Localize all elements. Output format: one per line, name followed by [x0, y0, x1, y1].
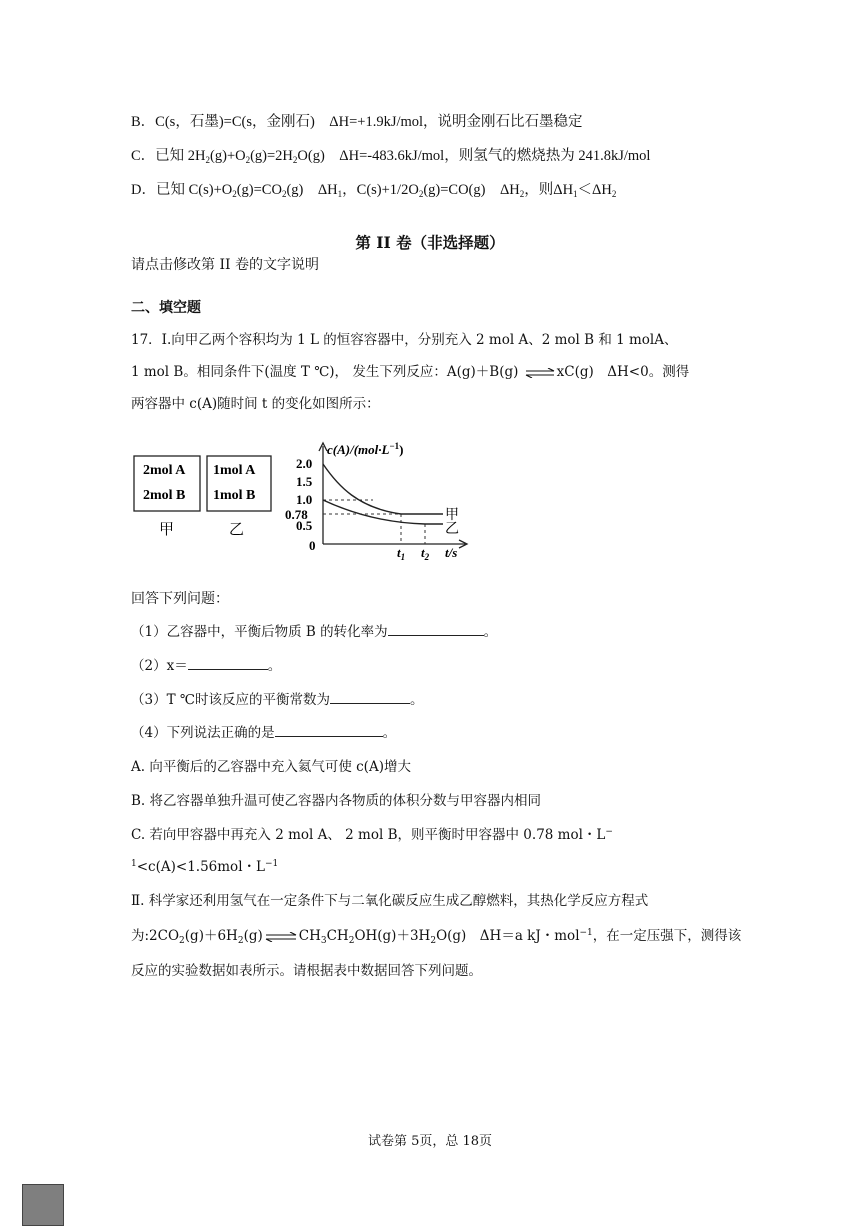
- superscript: −1: [264, 859, 279, 869]
- part2-text: OH(g)＋3H: [354, 928, 431, 944]
- subq-1-text: （1）乙容器中，平衡后物质 B 的转化率为: [131, 624, 388, 640]
- period: 。: [410, 692, 424, 708]
- subscript: 3: [320, 936, 327, 946]
- period: 。: [267, 658, 282, 674]
- choice-c-text: <c(A)<1.56mol・L: [136, 859, 265, 875]
- subq-2-text: （2）x＝: [131, 658, 188, 674]
- answer-blank-3[interactable]: [330, 690, 410, 704]
- period: 。: [382, 725, 397, 741]
- choice-a: A. 向平衡后的乙容器中充入氦气可使 c(A)增大: [131, 759, 411, 775]
- subscript: 2: [519, 189, 525, 199]
- q17-line3: 两容器中 c(A)随时间 t 的变化如图所示：: [131, 396, 380, 412]
- subscript: 2: [205, 155, 211, 165]
- subscript: 1: [573, 189, 578, 199]
- x-tick-sub: 1: [400, 552, 406, 562]
- part2-text: CH: [298, 928, 321, 944]
- option-c-text: (g)=2H: [250, 148, 293, 164]
- label-jia: 甲: [159, 520, 175, 538]
- choice-c-line1: [131, 825, 613, 845]
- curve-jia: [323, 464, 443, 514]
- q17-line2: [131, 362, 689, 382]
- y-tick: 1.0: [296, 492, 313, 507]
- option-d-text: (g)=CO(g) ΔH: [423, 182, 520, 198]
- q17-text: xC(g) ΔH<0。测得: [556, 364, 690, 380]
- option-d: [131, 180, 616, 200]
- subscript: 2: [245, 155, 251, 165]
- box-jia-line2: 2mol B: [143, 488, 186, 503]
- y-tick: 0: [309, 538, 316, 553]
- x-tick-text: t: [397, 545, 401, 560]
- section-heading: 二、填空题: [131, 300, 201, 316]
- q17-line1: 17．Ⅰ.向甲乙两个容积均为 1 L 的恒容容器中，分别充入 2 mol A、2 mol B 和 1 molA、: [131, 332, 678, 348]
- part2-text: (g)＋6H: [184, 928, 238, 944]
- answer-blank-1[interactable]: [388, 622, 484, 636]
- y-axis-label-end: ): [399, 442, 404, 457]
- x-axis-label: t/s: [445, 545, 458, 560]
- equilibrium-arrow-icon: [265, 932, 297, 942]
- choice-c-line2: [131, 857, 278, 877]
- y-tick: 1.5: [296, 474, 313, 489]
- superscript: −: [605, 827, 613, 837]
- x-tick-sub: 2: [424, 552, 430, 562]
- option-d-text: D．已知 C(s)+O: [131, 182, 233, 198]
- subq-3: [131, 690, 424, 710]
- part2-text: CH: [326, 928, 349, 944]
- curve-yi-label: 乙: [445, 521, 459, 537]
- option-d-text: (g) ΔH: [286, 182, 338, 198]
- answer-blank-2[interactable]: [188, 656, 268, 670]
- part2-text: ，在一定压强下，测得该: [592, 928, 742, 944]
- option-d-text: ＜ΔH: [577, 182, 612, 198]
- subscript: 2: [611, 189, 617, 199]
- subscript: 2: [430, 936, 437, 946]
- y-tick: 2.0: [296, 456, 313, 471]
- box-jia-line1: 2mol A: [143, 463, 186, 478]
- subscript: 2: [179, 936, 185, 946]
- superscript: 1: [131, 859, 137, 869]
- corner-block: [22, 1184, 64, 1226]
- y-axis-label: [327, 441, 403, 457]
- section-note[interactable]: 请点击修改第 II 卷的文字说明: [131, 257, 319, 273]
- subscript: 2: [237, 936, 244, 946]
- subq-1: [131, 622, 497, 642]
- subscript: 2: [292, 155, 298, 165]
- box-yi-line2: 1mol B: [213, 488, 256, 503]
- part2-text: O(g) ΔH＝a kJ・mol: [436, 928, 580, 944]
- curve-jia-label: 甲: [445, 507, 459, 523]
- option-c-text: C．已知 2H: [131, 148, 206, 164]
- period: 。: [483, 624, 498, 640]
- curve-yi: [323, 500, 443, 524]
- section-title: 第 II 卷（非选择题）: [355, 233, 505, 252]
- concentration-figure: [133, 436, 473, 566]
- part2-line1: Ⅱ. 科学家还利用氢气在一定条件下与二氧化碳反应生成乙醇燃料，其热化学反应方程式: [131, 893, 649, 909]
- choice-b: B. 将乙容器单独升温可使乙容器内各物质的体积分数与甲容器内相同: [131, 793, 542, 809]
- option-c: [131, 146, 650, 166]
- option-d-text: ，C(s)+1/2O: [342, 182, 419, 198]
- part2-text: 为:2CO: [131, 928, 180, 944]
- y-axis-label-text: c(A)/(mol·L: [327, 442, 390, 457]
- part2-line3: 反应的实验数据如表所示。请根据表中数据回答下列问题。: [131, 963, 482, 979]
- subq-4: [131, 723, 396, 743]
- option-b: [131, 112, 583, 132]
- subscript: 2: [281, 189, 287, 199]
- page-footer: 试卷第 5页，总 18页: [367, 1134, 493, 1149]
- subq-4-text: （4）下列说法正确的是: [131, 725, 275, 741]
- part2-line2: [131, 926, 741, 946]
- subq-3-text: （3）T ℃时该反应的平衡常数为: [131, 692, 330, 708]
- part2-text: (g): [243, 928, 263, 944]
- subscript: 1: [337, 189, 343, 199]
- x-tick-t1: [397, 545, 405, 562]
- subscript: 2: [348, 936, 355, 946]
- q17-text: 1 mol B。相同条件下(温度 T ℃)， 发生下列反应：A(g)＋B(g): [131, 364, 523, 380]
- y-tick: 0.78: [285, 507, 308, 522]
- subscript: 2: [232, 189, 237, 199]
- label-yi: 乙: [229, 520, 245, 538]
- option-d-text: ，则ΔH: [524, 182, 574, 198]
- y-tick: 0.5: [296, 518, 313, 533]
- option-b-text: B．C(s，石墨)=C(s，金刚石) ΔH=+1.9kJ/mol，说明金刚石比石墨稳定: [131, 114, 583, 130]
- box-yi-line1: 1mol A: [213, 463, 256, 478]
- option-c-text: (g)+O: [210, 148, 246, 164]
- equilibrium-arrow-icon: [525, 368, 555, 378]
- superscript: −1: [579, 928, 593, 938]
- x-tick-text: t: [421, 545, 425, 560]
- choice-c-text: C. 若向甲容器中再充入 2 mol A、 2 mol B，则平衡时甲容器中 0.78 mol・L: [131, 827, 606, 843]
- option-c-text: O(g) ΔH=-483.6kJ/mol，则氢气的燃烧热为 241.8kJ/mol: [297, 148, 651, 164]
- answer-intro: 回答下列问题：: [131, 591, 229, 607]
- y-axis-label-sup: −1: [389, 441, 400, 451]
- option-d-text: (g)=CO: [236, 182, 282, 198]
- subq-2: [131, 656, 281, 676]
- x-tick-t2: [421, 545, 430, 562]
- subscript: 2: [418, 189, 424, 199]
- answer-blank-4[interactable]: [275, 723, 383, 737]
